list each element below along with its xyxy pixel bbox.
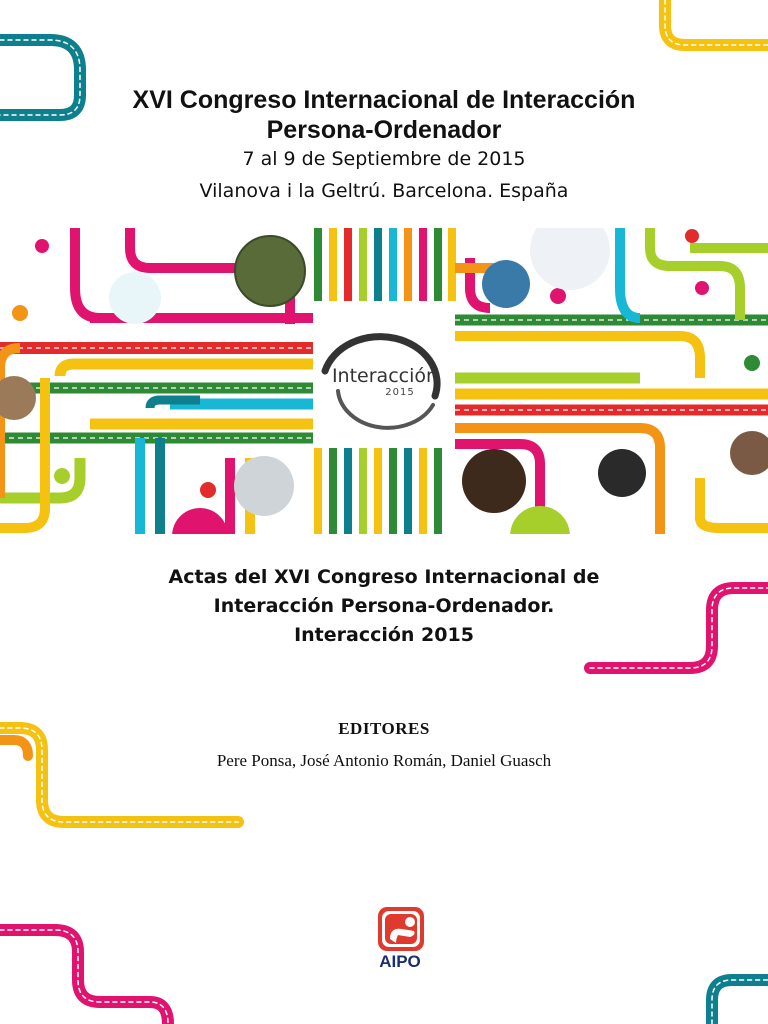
proceedings-title-line2: Interacción Persona-Ordenador.: [213, 595, 555, 617]
proceedings-title-line3: Interacción 2015: [294, 624, 474, 646]
editors-heading: EDITORES: [338, 719, 430, 738]
conference-title-line1: XVI Congreso Internacional de Interacción: [132, 86, 636, 114]
logo-word: Interacción: [331, 365, 439, 387]
conference-dates: 7 al 9 de Septiembre de 2015: [242, 148, 526, 170]
aipo-logo-icon: [376, 905, 426, 953]
conference-location: Vilanova i la Geltrú. Barcelona. España: [199, 180, 569, 202]
proceedings-title-line1: Actas del XVI Congreso Internacional de: [168, 566, 600, 588]
logo-year: 2015: [385, 387, 415, 398]
aipo-logo-text: AIPO: [379, 952, 421, 971]
conference-title-line2: Persona-Ordenador: [266, 116, 502, 144]
editors-names: Pere Ponsa, José Antonio Román, Daniel Guasch: [216, 751, 552, 770]
